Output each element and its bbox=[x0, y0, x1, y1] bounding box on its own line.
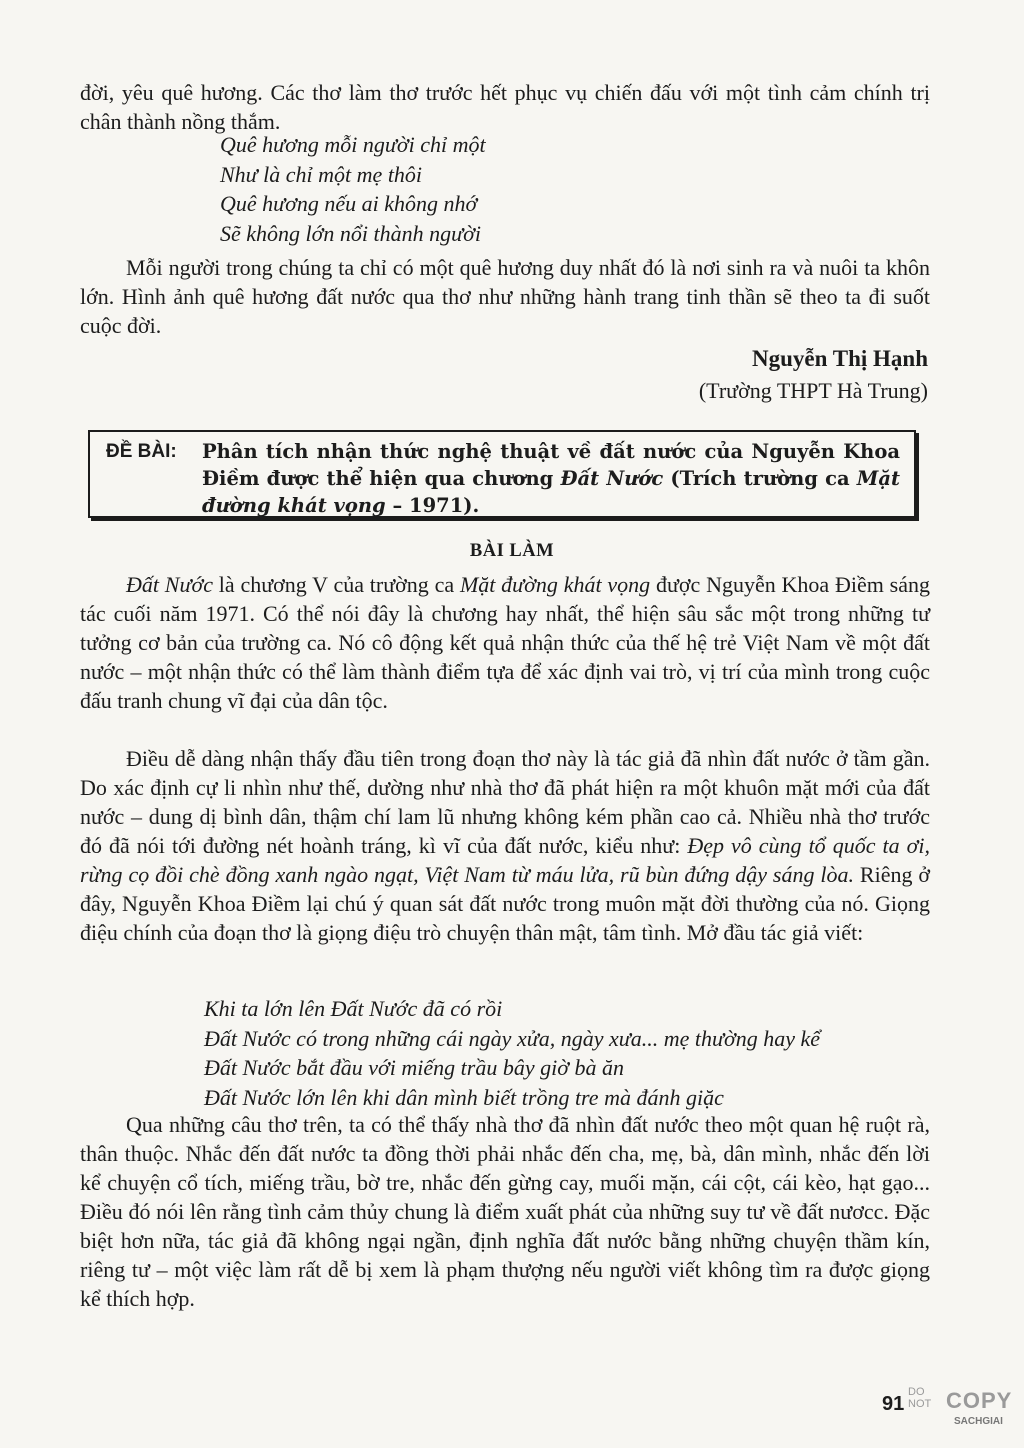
verse-line: Đất Nước có trong những cái ngày xửa, ngày xưa... mẹ thường hay kể bbox=[204, 1025, 821, 1051]
paragraph-text: là chương V của trường ca bbox=[212, 572, 460, 597]
page-number: 91 bbox=[882, 1393, 905, 1415]
prompt-work-title: Đất Nước bbox=[560, 467, 664, 490]
watermark-donot: DO NOT bbox=[908, 1386, 932, 1410]
essay-verse bbox=[204, 994, 820, 1112]
watermark-copy: COPY bbox=[946, 1388, 1013, 1413]
prompt-text-part: Phân tích nhận thức nghệ thuật về đất nước của Nguyễn Khoa Điềm được thể hiện qua chương bbox=[202, 440, 900, 490]
verse-line: Quê hương mỗi người chỉ một bbox=[220, 132, 486, 157]
verse-line: Đất Nước lớn lên khi dân mình biết trồng tre mà đánh giặc bbox=[204, 1084, 724, 1110]
verse-line: Khi ta lớn lên Đất Nước đã có rồi bbox=[204, 996, 503, 1021]
intro-verse bbox=[220, 130, 486, 248]
author-name: Nguyễn Thị Hạnh bbox=[752, 346, 928, 371]
prompt-label: ĐỀ BÀI: bbox=[106, 441, 177, 462]
intro-continuation: đời, yêu quê hương. Các thơ làm thơ trước hết phục vụ chiến đấu với một tình cảm chính trị chân thành nồng thắm. bbox=[80, 80, 930, 134]
essay-paragraph-3: Qua những câu thơ trên, ta có thể thấy nhà thơ đã nhìn đất nước theo một quan hệ ruột rà, thân thuộc. Nhắc đến đất nước ta đồng thời phải nhắc đến cha, mẹ, bà, dân mình, nhắc đến lời kể chuyện cổ tích, miếng trầu, bờ tre, nhắc đến gừng cay, muối mặn, cái cột, cái kèo, hạt gạo... Điều đó nói lên rằng tình cảm thủy chung là điểm xuất phát của những suy tư về đất nươcc. Đặc biệt hơn nữa, tác giả đã không ngại ngần, định nghĩa đất nước bằng những chuyện thầm kín, riêng tư – một việc làm rất dễ bị xem là phạm thượng nếu người viết không tìm ra được giọng kể thích hợp. bbox=[80, 1112, 930, 1311]
prompt-text bbox=[202, 438, 900, 519]
paragraph-text: Điều dễ dàng nhận thấy đầu tiên trong đoạn thơ này là tác giả đã nhìn đất nước ở tầm gần. Do xác định cự li nhìn như thế, dường như nhà thơ đã phát hiện ra một khuôn mặt mới của đất nước – dung dị bình dân, thậm chí lam lũ nhưng không kém phần cao cả. Nhiều nhà thơ trước đó đã nói tới đường nét hoành tráng, kì vĩ của đất nước, kiểu như: bbox=[80, 746, 930, 858]
watermark-site: SACHGIAI bbox=[954, 1416, 1003, 1427]
verse-line: Đất Nước bắt đầu với miếng trầu bây giờ bà ăn bbox=[204, 1055, 624, 1080]
verse-line: Sẽ không lớn nổi thành người bbox=[220, 220, 481, 246]
work-title: Mặt đường khát vọng bbox=[459, 572, 651, 597]
paragraph-text: được Nguyễn Khoa Điềm sáng tác cuối năm 1971. Có thể nói đây là chương hay nhất, thể hiện sâu sắc một trong những tư tưởng cơ bản của trường ca. Nó cô động kết quả nhận thức của thế hệ trẻ Việt Nam về một đất nước – một nhận thức có thể làm thành điểm tựa để xác định vai trò, vị trí của mình trong cuộc đấu tranh chung vĩ đại của dân tộc. bbox=[80, 572, 930, 713]
verse-line: Quê hương nếu ai không nhớ bbox=[220, 191, 478, 216]
essay-paragraph-1 bbox=[80, 570, 930, 715]
prompt-text-part: (Trích trường ca bbox=[663, 467, 857, 490]
prompt-work-title: Mặt đường khát vọng bbox=[202, 467, 900, 517]
quoted-verse: Đẹp vô cùng tổ quốc ta ơi, rừng cọ đồi chè đồng xanh ngào ngạt, Việt Nam từ máu lửa, rũ bùn đứng dậy sáng lòa. bbox=[80, 833, 930, 887]
verse-line: Như là chỉ một mẹ thôi bbox=[220, 161, 423, 187]
watermark-logo bbox=[908, 1386, 1014, 1438]
work-title: Đất Nước bbox=[126, 572, 213, 597]
essay-prompt-box bbox=[88, 430, 916, 518]
paragraph-text: Riêng ở đây, Nguyễn Khoa Điềm lại chú ý quan sát đất nước trong muôn mặt đời thường của nó. Giọng điệu chính của đoạn thơ là giọng điệu trò chuyện thân mật, tâm tình. Mở đầu tác giả viết: bbox=[80, 862, 931, 945]
essay-paragraph-2 bbox=[80, 744, 930, 947]
essay-heading: BÀI LÀM bbox=[469, 541, 555, 561]
author-school: (Trường THPT Hà Trung) bbox=[698, 378, 928, 403]
prompt-text-part: – 1971). bbox=[385, 494, 480, 517]
intro-closing: Mỗi người trong chúng ta chỉ có một quê hương duy nhất đó là nơi sinh ra và nuôi ta khôn lớn. Hình ảnh quê hương đất nước qua thơ như những hành trang tinh thần sẽ theo ta đi suốt cuộc đời. bbox=[80, 255, 930, 338]
